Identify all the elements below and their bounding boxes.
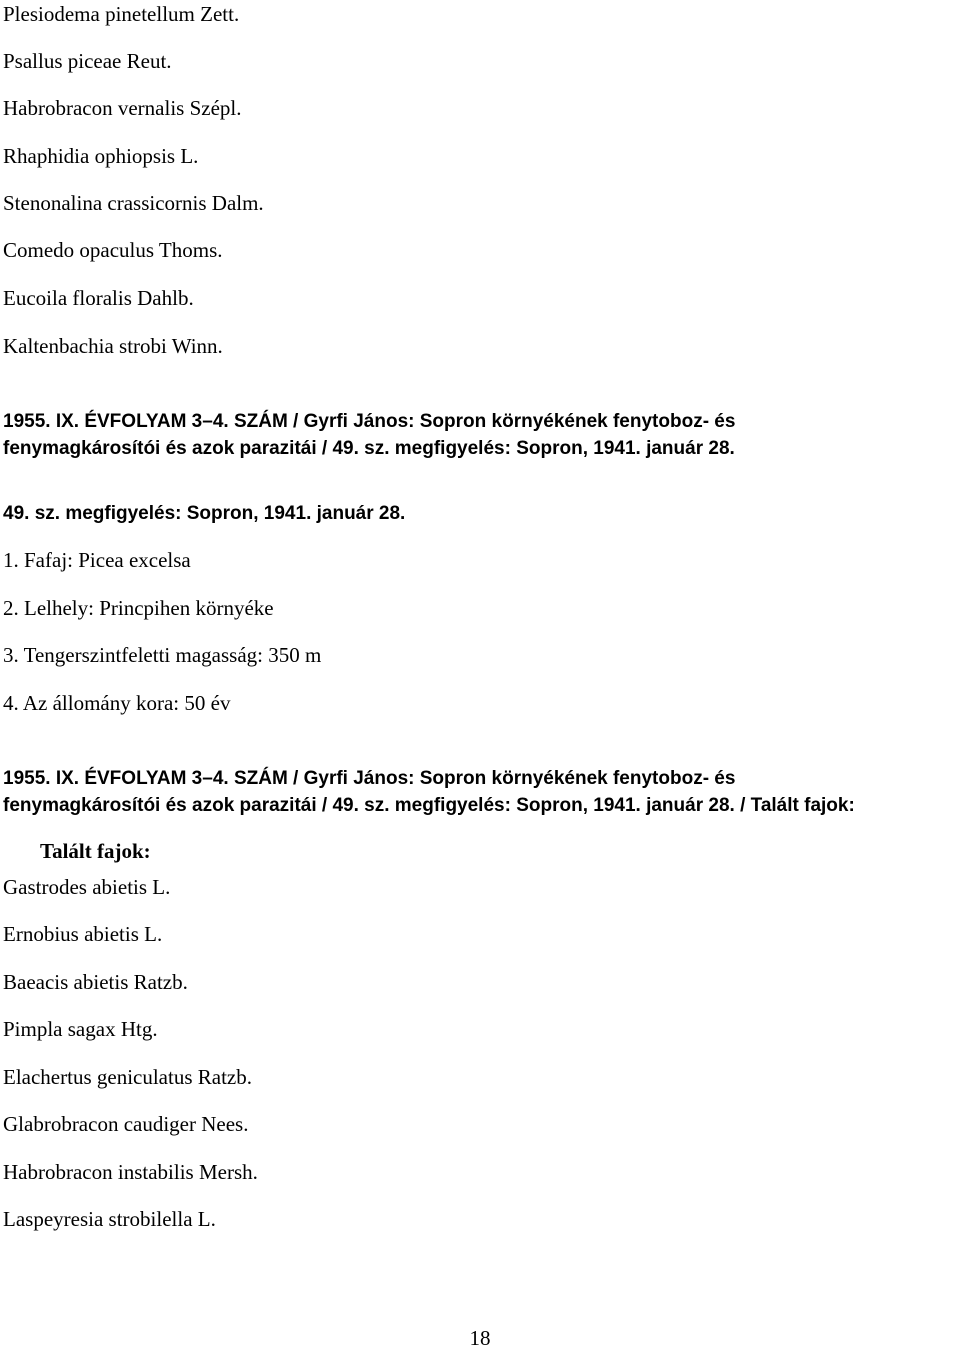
species-item: Elachertus geniculatus Ratzb. [3, 1065, 252, 1089]
species-item: Eucoila floralis Dahlb. [3, 286, 194, 310]
species-item: Stenonalina crassicornis Dalm. [3, 191, 264, 215]
observation-detail: 3. Tengerszintfeletti magasság: 350 m [3, 643, 322, 667]
running-header-line: 1955. IX. ÉVFOLYAM 3–4. SZÁM / Gyrfi János: Sopron környékének fenytoboz- és [3, 411, 736, 432]
observation-detail: 2. Lelhely: Princpihen környéke [3, 596, 274, 620]
page-number: 18 [469, 1326, 491, 1350]
species-item: Habrobracon vernalis Szépl. [3, 96, 242, 120]
species-item: Habrobracon instabilis Mersh. [3, 1160, 258, 1184]
species-item: Psallus piceae Reut. [3, 49, 172, 73]
running-header-line: fenymagkárosítói és azok parazitái / 49. sz. megfigyelés: Sopron, 1941. január 28. / Talált fajok: [3, 795, 855, 816]
species-item: Rhaphidia ophiopsis L. [3, 144, 199, 168]
species-item: Plesiodema pinetellum Zett. [3, 2, 240, 26]
observation-detail: 1. Fafaj: Picea excelsa [3, 548, 191, 572]
species-item: Kaltenbachia strobi Winn. [3, 334, 223, 358]
species-item: Ernobius abietis L. [3, 922, 163, 946]
species-item: Glabrobracon caudiger Nees. [3, 1112, 249, 1136]
running-header-line: fenymagkárosítói és azok parazitái / 49. sz. megfigyelés: Sopron, 1941. január 28. [3, 438, 735, 459]
species-item: Pimpla sagax Htg. [3, 1017, 158, 1041]
observation-title: 49. sz. megfigyelés: Sopron, 1941. január 28. [3, 503, 406, 524]
found-species-heading: Talált fajok: [40, 839, 151, 863]
species-item: Laspeyresia strobilella L. [3, 1207, 216, 1231]
observation-detail: 4. Az állomány kora: 50 év [3, 691, 231, 715]
running-header-line: 1955. IX. ÉVFOLYAM 3–4. SZÁM / Gyrfi János: Sopron környékének fenytoboz- és [3, 768, 736, 789]
species-item: Baeacis abietis Ratzb. [3, 970, 188, 994]
species-item: Gastrodes abietis L. [3, 875, 171, 899]
species-item: Comedo opaculus Thoms. [3, 238, 223, 262]
